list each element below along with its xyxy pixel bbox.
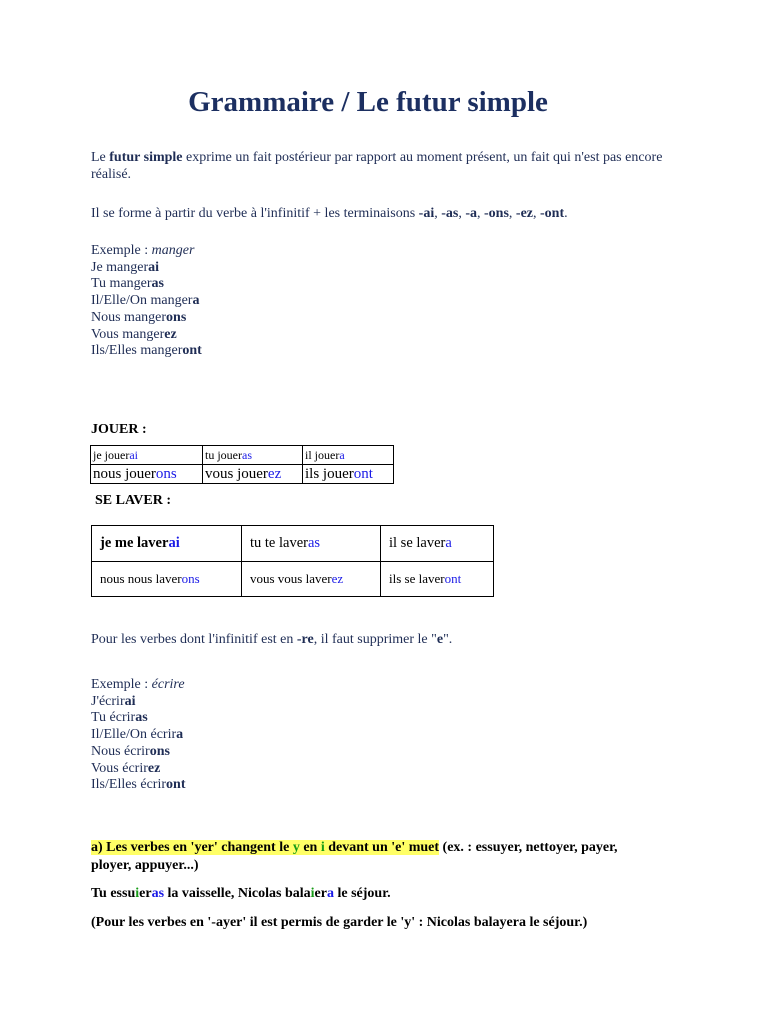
example-manger — [91, 243, 202, 360]
example-ecrire — [91, 677, 185, 794]
cell-stem: il se laver — [389, 535, 446, 551]
cell-stem: je jouer — [93, 447, 130, 462]
page-title: Grammaire / Le futur simple — [188, 86, 548, 118]
table-cell — [92, 526, 242, 562]
verb-stem: Il/Elle/On manger — [91, 293, 193, 309]
cell-ending: ai — [129, 447, 138, 462]
verb-stem: Ils/Elles écrir — [91, 777, 167, 793]
separator: , — [533, 206, 541, 221]
conjugation-line — [91, 293, 202, 310]
period: . — [564, 206, 568, 221]
cell-ending: ons — [181, 571, 200, 586]
sentence-text: Tu essu — [91, 886, 136, 901]
table-cell — [242, 562, 381, 597]
separator: , — [508, 206, 516, 221]
cell-ending: ons — [155, 465, 177, 482]
conjugation-line — [91, 761, 185, 778]
ending-as: -as — [441, 206, 459, 221]
sentence-text: er — [314, 886, 327, 901]
cell-stem: vous vous laver — [250, 571, 332, 586]
table-cell — [91, 465, 203, 484]
verb-ending: ons — [166, 309, 187, 325]
verb-ending: as — [135, 710, 148, 726]
conjugation-line — [91, 744, 185, 761]
cell-ending: ont — [444, 571, 462, 586]
conjugation-line — [91, 694, 185, 711]
cell-ending: as — [307, 535, 321, 551]
ending-ez: -ez — [515, 206, 534, 221]
example-label-text: Exemple : — [91, 677, 152, 692]
verb-ending: ai — [124, 693, 136, 709]
cell-stem: vous jouer — [205, 465, 268, 482]
verb-stem: Tu écrir — [91, 710, 136, 726]
separator: , — [458, 206, 466, 221]
jouer-heading: JOUER : — [91, 422, 147, 437]
verb-stem: Je manger — [91, 259, 149, 275]
selaver-heading: SE LAVER : — [95, 493, 171, 508]
changed-letter: i — [135, 886, 140, 901]
re-rule-paragraph — [91, 631, 681, 648]
verb-ending: ai — [148, 259, 160, 275]
separator: , — [434, 206, 442, 221]
re-rule-text: Pour les verbes dont l'infinitif est en — [91, 632, 297, 647]
cell-stem: tu te laver — [250, 535, 308, 551]
re-letter: e — [436, 632, 444, 647]
cell-ending: ai — [168, 535, 180, 551]
conjugation-line — [91, 777, 185, 794]
yer-rule-paragraph — [91, 839, 651, 875]
changed-letter: i — [310, 886, 315, 901]
intro-text-2: exprime un fait postérieur par rapport au moment présent, un fait qui n'est pas encore réalisé. — [91, 150, 663, 182]
conjugation-line — [91, 327, 202, 344]
conjugation-line — [91, 727, 185, 744]
rule-marker: a) — [91, 840, 103, 855]
verb-stem: Tu manger — [91, 276, 152, 292]
cell-ending: as — [242, 447, 252, 462]
example-verb: manger — [151, 243, 195, 258]
verb-ending: ons — [149, 743, 170, 759]
rule-letter-i: i — [320, 840, 325, 855]
formation-text: Il se forme à partir du verbe à l'infinitif + les terminaisons — [91, 206, 419, 221]
rule-text: devant un 'e' muet — [324, 840, 440, 855]
verb-stem: Nous écrir — [91, 743, 150, 759]
table-cell — [242, 526, 381, 562]
conjugation-line — [91, 276, 202, 293]
intro-text-1: Le — [91, 150, 110, 165]
table-row — [92, 562, 494, 597]
verb-ending: a — [326, 886, 334, 901]
table-cell — [303, 465, 394, 484]
ending-ai: -ai — [418, 206, 435, 221]
cell-stem: nous nous laver — [100, 571, 182, 586]
ending-ont: -ont — [540, 206, 565, 221]
cell-stem: je me laver — [100, 535, 169, 551]
verb-stem: Vous écrir — [91, 760, 148, 776]
sentence-text: le séjour. — [333, 886, 391, 901]
example-label — [91, 243, 202, 260]
separator: , — [477, 206, 485, 221]
rule-examples: (ex. : essuyer, nettoyer, payer, ployer, appuyer...) — [91, 840, 618, 873]
table-cell — [381, 562, 494, 597]
cell-ending: ez — [331, 571, 344, 586]
verb-stem: Nous manger — [91, 309, 167, 325]
sentence-text: er — [139, 886, 152, 901]
table-cell — [203, 446, 303, 465]
highlighted-rule — [91, 840, 439, 855]
verb-ending: ez — [147, 760, 161, 776]
cell-ending: a — [339, 447, 345, 462]
example-label-text: Exemple : — [91, 243, 152, 258]
yer-example-sentence — [91, 885, 651, 903]
sentence-text: la vaisselle, Nicolas bala — [164, 886, 311, 901]
conjugation-line — [91, 260, 202, 277]
verb-ending: ez — [164, 326, 177, 342]
table-row — [91, 465, 394, 484]
selaver-table — [91, 525, 494, 597]
table-row — [91, 446, 394, 465]
verb-ending: ont — [182, 343, 202, 359]
conjugation-line — [91, 710, 185, 727]
verb-stem: Il/Elle/On écrir — [91, 727, 177, 743]
verb-ending: a — [176, 727, 184, 743]
table-cell — [381, 526, 494, 562]
table-cell — [203, 465, 303, 484]
re-ending: -re — [296, 632, 314, 647]
cell-stem: nous jouer — [93, 465, 156, 482]
cell-ending: ont — [353, 465, 373, 482]
cell-stem: il jouer — [305, 447, 340, 462]
table-row — [92, 526, 494, 562]
ending-a: -a — [465, 206, 478, 221]
example-verb: écrire — [151, 677, 185, 692]
jouer-table — [90, 445, 394, 484]
conjugation-line — [91, 343, 202, 360]
verb-ending: ont — [166, 777, 186, 793]
table-cell — [92, 562, 242, 597]
verb-stem: J'écrir — [91, 693, 125, 709]
verb-stem: Vous manger — [91, 326, 165, 342]
verb-stem: Ils/Elles manger — [91, 343, 183, 359]
cell-ending: a — [445, 535, 452, 551]
table-cell — [303, 446, 394, 465]
intro-term: futur simple — [109, 150, 183, 165]
conjugation-line — [91, 310, 202, 327]
rule-text: en — [299, 840, 321, 855]
ending-ons: -ons — [484, 206, 509, 221]
rule-text: Les verbes en 'yer' changent le — [102, 840, 293, 855]
cell-ending: ez — [267, 465, 282, 482]
re-rule-text: ". — [443, 632, 453, 647]
ayer-note: (Pour les verbes en '-ayer' il est permis de garder le 'y' : Nicolas balayera le séjour.) — [91, 915, 588, 930]
cell-stem: ils jouer — [305, 465, 354, 482]
cell-stem: ils se laver — [389, 571, 445, 586]
verb-ending: as — [151, 886, 165, 901]
rule-letter-y: y — [292, 840, 300, 855]
intro-paragraph — [91, 149, 681, 183]
table-cell — [91, 446, 203, 465]
verb-ending: a — [192, 293, 200, 309]
example-label — [91, 677, 185, 694]
verb-ending: as — [151, 276, 164, 292]
cell-stem: tu jouer — [205, 447, 242, 462]
formation-paragraph — [91, 205, 681, 222]
re-rule-text: , il faut supprimer le " — [313, 632, 437, 647]
